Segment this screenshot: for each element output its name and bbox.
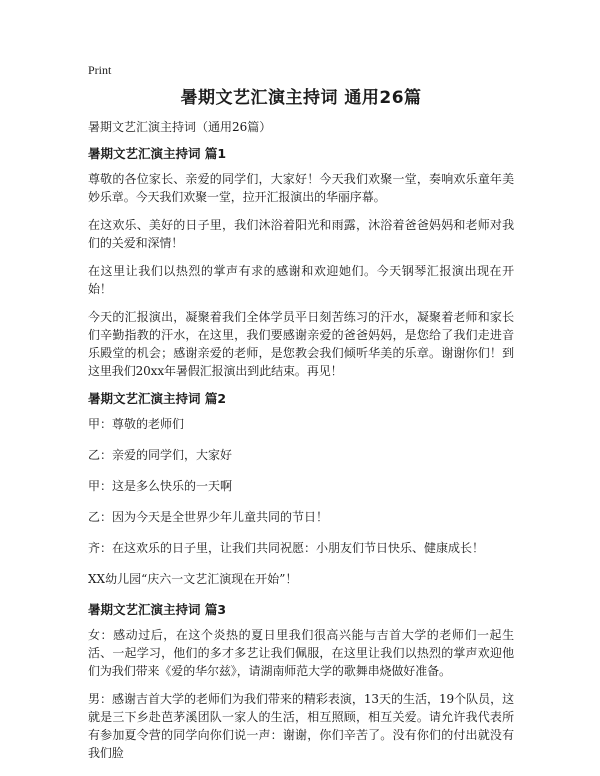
section-3 [88,601,514,762]
paragraph: 尊敬的各位家长、亲爱的同学们，大家好！今天我们欢聚一堂，奏响欢乐童年美妙乐章。今天我们欢聚一堂，拉开汇报演出的华丽序幕。 [88,172,514,204]
page-title: 暑期文艺汇演主持词 通用26篇 [180,88,422,108]
section-heading: 暑期文艺汇演主持词 篇1 [88,146,227,161]
print-link[interactable]: Print [88,63,112,77]
dialogue-line: 甲：尊敬的老师们 [88,417,185,431]
dialogue-line: 甲：这是多么快乐的一天啊 [88,479,233,493]
page-subtitle: 暑期文艺汇演主持词（通用26篇） [88,120,272,134]
paragraph: 在这里让我们以热烈的掌声有求的感谢和欢迎她们。今天钢琴汇报演出现在开始！ [88,264,514,296]
paragraph: 在这欢乐、美好的日子里，我们沐浴着阳光和雨露，沐浴着爸爸妈妈和老师对我们的关爱和深情！ [88,218,514,250]
paragraph: 男：感谢吉首大学的老师们为我们带来的精彩表演，13天的生活，19个队员，这就是三下乡赴芭茅溪团队一家人的生活，相互照顾，相互关爱。请允许我代表所有参加夏令营的同学向你们说一声：谢谢，你们辛苦了。没有你们的付出就没有我们脸 [88,692,514,760]
document-page [88,62,514,772]
dialogue-line: 齐：在这欢乐的日子里，让我们共同祝愿：小朋友们节日快乐、健康成长！ [88,541,485,555]
section-1 [88,145,514,380]
dialogue-line: XX幼儿园“庆六一文艺汇演现在开始”！ [88,572,298,586]
paragraph: 今天的汇报演出，凝聚着我们全体学员平日刻苦练习的汗水，凝聚着老师和家长们辛勤指教的汗水，在这里，我们要感谢亲爱的爸爸妈妈，是您给了我们走进音乐殿堂的机会；感谢亲爱的老师，是您教会我们倾听华美的乐章。谢谢你们！到这里我们20xx年暑假汇报演出到此结束。再见！ [88,310,514,378]
paragraph: 女：感动过后，在这个炎热的夏日里我们很高兴能与吉首大学的老师们一起生活、一起学习，他们的多才多艺让我们佩服，在这里让我们以热烈的掌声欢迎他们为我们带来《爱的华尔兹》，请湖南师范大学的歌舞串烧做好准备。 [88,628,514,678]
section-2 [88,390,514,588]
section-heading: 暑期文艺汇演主持词 篇3 [88,602,227,617]
section-heading: 暑期文艺汇演主持词 篇2 [88,391,227,406]
dialogue-line: 乙：因为今天是全世界少年儿童共同的节日！ [88,510,329,524]
dialogue-line: 乙：亲爱的同学们，大家好 [88,448,233,462]
